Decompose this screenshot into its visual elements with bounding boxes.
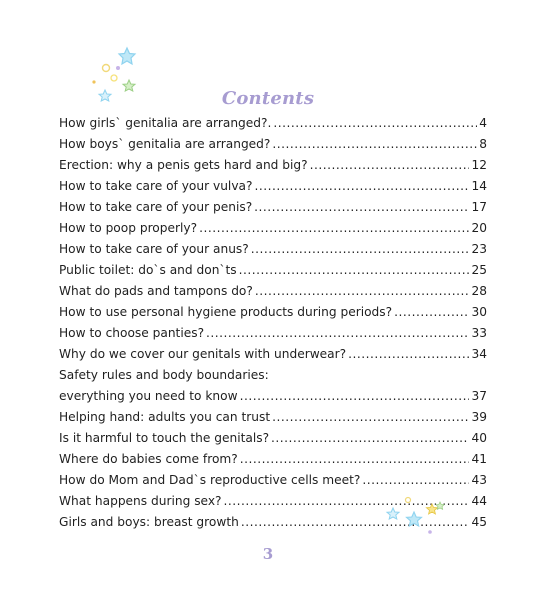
toc-entry-page: 17: [471, 200, 487, 214]
dot-leader: [273, 113, 477, 134]
toc-entry[interactable]: [59, 428, 487, 449]
toc-entry-label: Girls and boys: breast growth: [59, 515, 239, 529]
toc-entry-label: Safety rules and body boundaries:: [59, 368, 269, 382]
dot-icon: [92, 80, 95, 83]
toc-entry[interactable]: [59, 365, 487, 386]
toc-entry-page: 28: [471, 284, 487, 298]
table-of-contents: [59, 113, 487, 533]
toc-entry[interactable]: [59, 323, 487, 344]
dot-leader: [239, 260, 470, 281]
toc-entry-page: 37: [471, 389, 487, 403]
star-icon: [427, 504, 438, 514]
toc-entry-label: What happens during sex?: [59, 494, 222, 508]
toc-entry-label: How to poop properly?: [59, 221, 198, 235]
dot-leader: [348, 344, 469, 365]
toc-entry-page: 23: [471, 242, 487, 256]
dot-leader: [255, 281, 470, 302]
toc-entry[interactable]: [59, 449, 487, 470]
toc-entry[interactable]: [59, 134, 487, 155]
toc-entry-label: Helping hand: adults you can trust: [59, 410, 271, 424]
toc-entry-page: 4: [479, 116, 487, 130]
toc-entry-page: 14: [471, 179, 487, 193]
dot-icon: [111, 75, 117, 81]
toc-entry-label: How do Mom and Dad`s reproductive cells meet?: [59, 473, 361, 487]
toc-entry-page: 40: [471, 431, 487, 445]
toc-entry-page: 20: [471, 221, 487, 235]
toc-entry-page: 34: [471, 347, 487, 361]
toc-entry[interactable]: [59, 260, 487, 281]
contents-title: Contents: [221, 88, 315, 109]
dot-leader: [362, 470, 469, 491]
toc-entry-page: 12: [471, 158, 487, 172]
dot-icon: [116, 66, 120, 70]
dot-leader: [254, 197, 469, 218]
dot-leader: [254, 176, 469, 197]
toc-entry-page: 8: [479, 137, 487, 151]
toc-entry[interactable]: [59, 155, 487, 176]
toc-entry-label: How to take care of your vulva?: [59, 179, 253, 193]
toc-entry-label: How to use personal hygiene products during periods?: [59, 305, 393, 319]
toc-entry-label: Is it harmful to touch the genitals?: [59, 431, 270, 445]
dot-leader: [240, 449, 470, 470]
dot-icon: [406, 498, 411, 503]
toc-entry-page: 45: [471, 515, 487, 529]
dot-leader: [272, 407, 469, 428]
toc-entry-page: 43: [471, 473, 487, 487]
dot-leader: [206, 323, 469, 344]
dot-icon: [428, 530, 432, 534]
star-icon: [119, 48, 135, 64]
toc-entry-page: 44: [471, 494, 487, 508]
toc-entry[interactable]: [59, 344, 487, 365]
dot-leader: [394, 302, 469, 323]
toc-entry-page: 39: [471, 410, 487, 424]
toc-entry-label: What do pads and tampons do?: [59, 284, 253, 298]
dot-leader: [271, 428, 469, 449]
toc-entry-page: 41: [471, 452, 487, 466]
toc-entry-page: 25: [471, 263, 487, 277]
toc-entry-label: everything you need to know: [59, 389, 238, 403]
dot-icon: [103, 65, 110, 72]
toc-entry[interactable]: [59, 386, 487, 407]
toc-entry-page: 30: [471, 305, 487, 319]
toc-entry[interactable]: [59, 470, 487, 491]
toc-entry-label: Public toilet: do`s and don`ts: [59, 263, 237, 277]
toc-entry[interactable]: [59, 239, 487, 260]
dot-leader: [251, 239, 470, 260]
star-icon: [407, 512, 422, 526]
toc-entry[interactable]: [59, 407, 487, 428]
toc-entry-label: How girls` genitalia are arranged?.: [59, 116, 272, 130]
page-number: 3: [262, 545, 274, 563]
toc-entry-label: Why do we cover our genitals with underwear?: [59, 347, 347, 361]
toc-entry-label: Erection: why a penis gets hard and big?: [59, 158, 308, 172]
star-icon: [387, 508, 399, 519]
toc-entry[interactable]: [59, 176, 487, 197]
toc-entry-label: How boys` genitalia are arranged?: [59, 137, 271, 151]
toc-entry-label: Where do babies come from?: [59, 452, 238, 466]
toc-entry-label: How to take care of your penis?: [59, 200, 253, 214]
toc-entry[interactable]: [59, 218, 487, 239]
dot-leader: [240, 386, 470, 407]
toc-entry[interactable]: [59, 281, 487, 302]
toc-entry-label: How to choose panties?: [59, 326, 205, 340]
toc-entry-page: 33: [471, 326, 487, 340]
dot-leader: [199, 218, 469, 239]
toc-entry[interactable]: [59, 113, 487, 134]
dot-leader: [272, 134, 477, 155]
toc-entry-label: How to take care of your anus?: [59, 242, 249, 256]
toc-entry[interactable]: [59, 197, 487, 218]
dot-leader: [310, 155, 470, 176]
toc-entry[interactable]: [59, 302, 487, 323]
stars-decoration-bottom: [380, 494, 450, 544]
